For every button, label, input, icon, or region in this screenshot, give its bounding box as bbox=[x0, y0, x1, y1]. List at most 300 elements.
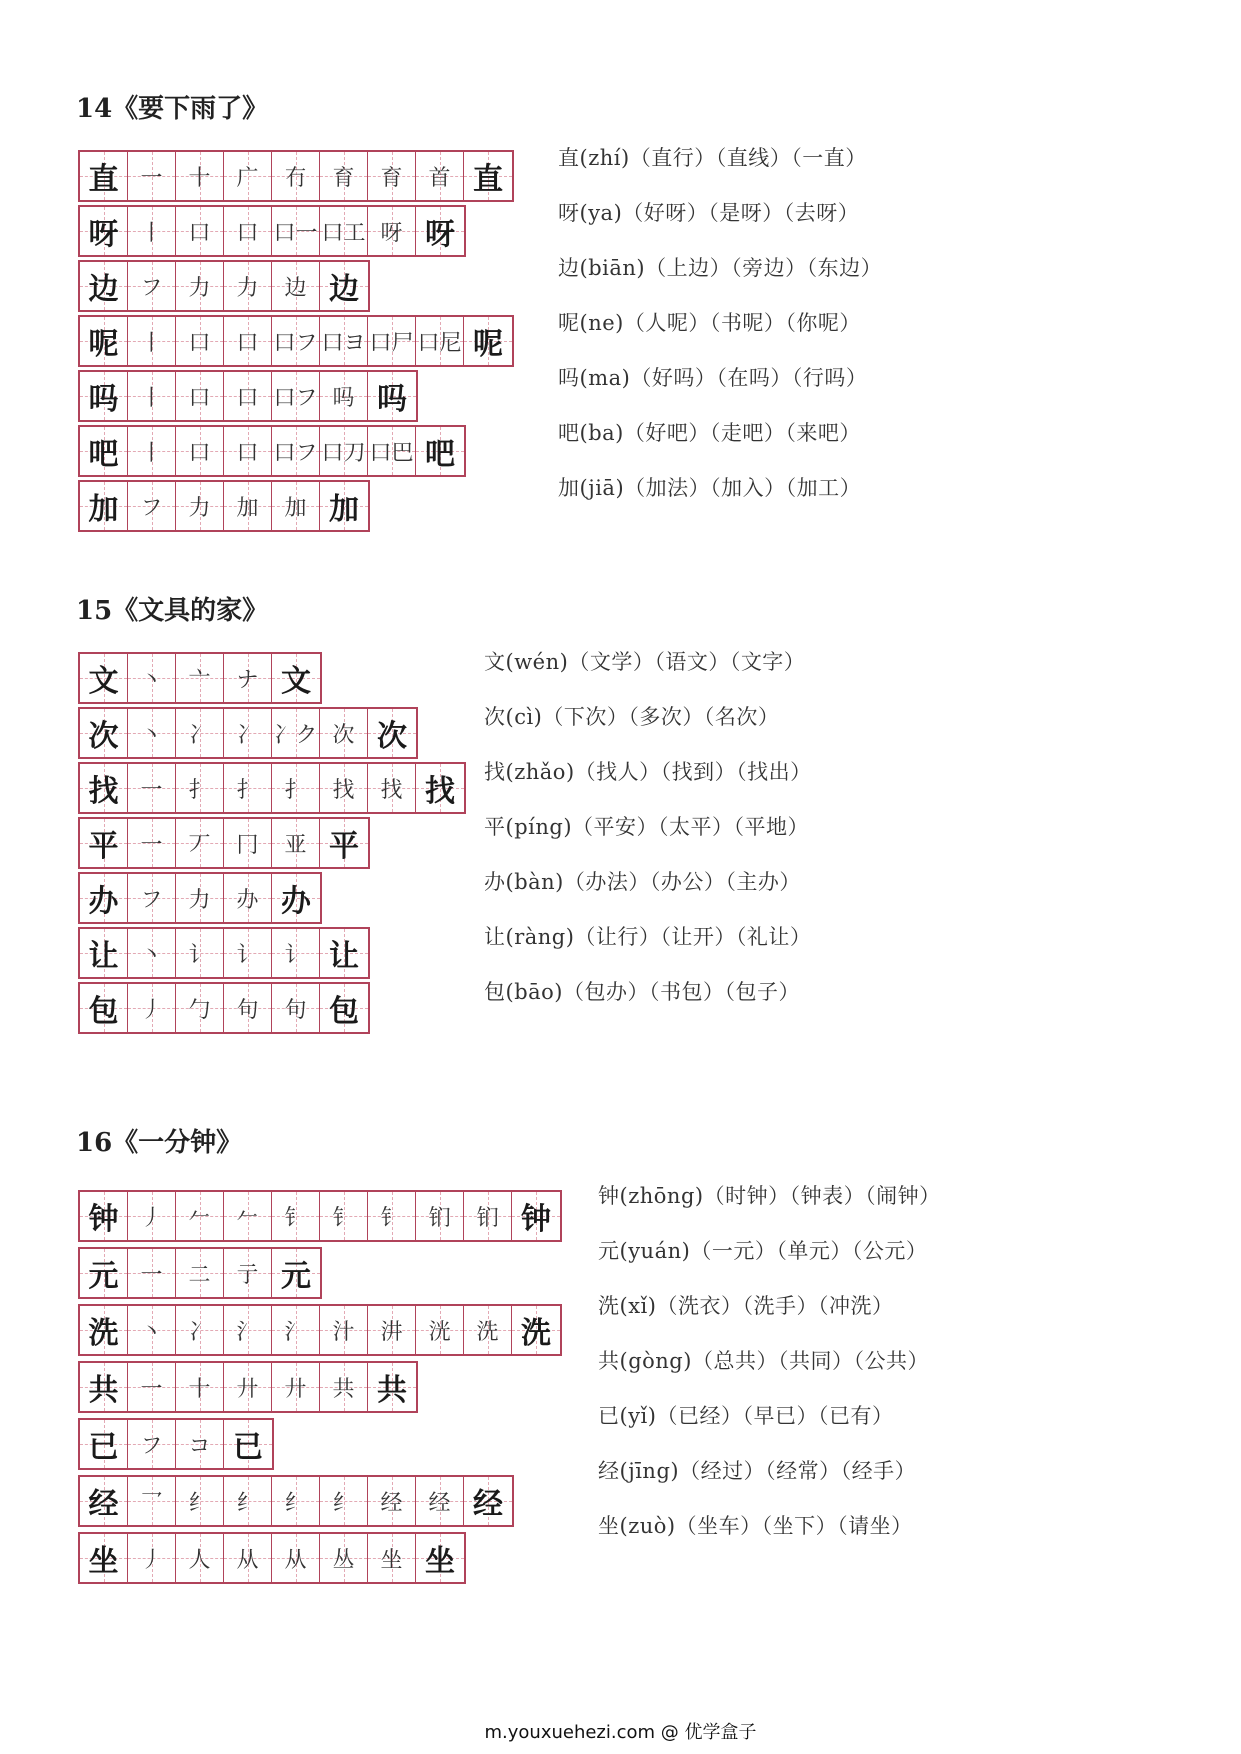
stroke-step-cell bbox=[272, 1534, 320, 1582]
stroke-step-cell bbox=[128, 1249, 176, 1297]
cell-glyph: 钟 bbox=[521, 1202, 551, 1237]
stroke-step-cell bbox=[272, 427, 320, 475]
cell-glyph: 洗 bbox=[476, 1319, 499, 1345]
stroke-step-cell bbox=[320, 764, 368, 812]
cell-glyph: 丿 bbox=[140, 1205, 163, 1231]
stroke-step-cell bbox=[272, 152, 320, 200]
stroke-step-cell bbox=[320, 152, 368, 200]
stroke-step-cell bbox=[368, 709, 416, 757]
stroke-order-row bbox=[78, 480, 370, 532]
stroke-step-cell bbox=[128, 929, 176, 977]
cell-glyph: 文 bbox=[281, 664, 311, 699]
cell-glyph: 呢 bbox=[473, 327, 503, 362]
target-character-cell bbox=[80, 819, 128, 867]
stroke-step-cell bbox=[320, 1363, 368, 1411]
cell-glyph: 讠 bbox=[236, 942, 259, 968]
stroke-step-cell bbox=[176, 427, 224, 475]
cell-glyph: 冫ク bbox=[273, 722, 318, 748]
cell-glyph: 力 bbox=[236, 275, 259, 301]
cell-glyph: 口工 bbox=[321, 220, 366, 246]
cell-glyph: 十 bbox=[188, 1376, 211, 1402]
cell-glyph: 坐 bbox=[380, 1547, 403, 1573]
cell-glyph: 口 bbox=[188, 330, 211, 356]
stroke-step-cell bbox=[128, 874, 176, 922]
cell-glyph: 力 bbox=[188, 495, 211, 521]
stroke-step-cell bbox=[368, 317, 416, 365]
stroke-step-cell bbox=[176, 1420, 224, 1468]
cell-glyph: 汫 bbox=[380, 1319, 403, 1345]
stroke-step-cell bbox=[416, 1477, 464, 1525]
stroke-order-row bbox=[78, 927, 370, 979]
stroke-step-cell bbox=[272, 1249, 320, 1297]
stroke-step-cell bbox=[128, 1306, 176, 1354]
cell-glyph: 一 bbox=[140, 832, 163, 858]
stroke-order-row bbox=[78, 425, 466, 477]
cell-glyph: 共 bbox=[88, 1373, 119, 1408]
stroke-step-cell bbox=[224, 1306, 272, 1354]
vocabulary-line: 经(jīng)（经过）（经常）（经手） bbox=[598, 1459, 917, 1483]
stroke-step-cell bbox=[128, 819, 176, 867]
stroke-step-cell bbox=[320, 427, 368, 475]
cell-glyph: 包 bbox=[329, 994, 359, 1029]
cell-glyph: 丶 bbox=[140, 667, 163, 693]
stroke-order-row bbox=[78, 982, 370, 1034]
cell-glyph: 一 bbox=[140, 1376, 163, 1402]
cell-glyph: 坐 bbox=[425, 1544, 455, 1579]
vocabulary-line: 文(wén)（文学）（语文）（文字） bbox=[484, 650, 806, 674]
cell-glyph: 丨 bbox=[140, 330, 163, 356]
cell-glyph: 丨 bbox=[140, 385, 163, 411]
cell-glyph: 次 bbox=[332, 722, 355, 748]
cell-glyph: 共 bbox=[332, 1376, 355, 1402]
stroke-order-row bbox=[78, 1190, 562, 1242]
stroke-step-cell bbox=[176, 1192, 224, 1240]
vocabulary-line: 坐(zuò)（坐车）（坐下）（请坐） bbox=[598, 1514, 913, 1538]
lesson-title: 14《要下雨了》 bbox=[76, 94, 269, 124]
cell-glyph: 办 bbox=[281, 884, 311, 919]
vocabulary-line: 呢(ne)（人呢）（书呢）（你呢） bbox=[558, 311, 861, 335]
cell-glyph: 洗 bbox=[88, 1316, 119, 1351]
stroke-step-cell bbox=[224, 152, 272, 200]
stroke-step-cell bbox=[320, 262, 368, 310]
stroke-step-cell bbox=[176, 764, 224, 812]
cell-glyph: 育 bbox=[380, 165, 403, 191]
stroke-step-cell bbox=[224, 709, 272, 757]
vocabulary-line: 吗(ma)（好吗）（在吗）（行吗） bbox=[558, 366, 868, 390]
cell-glyph: 呀 bbox=[425, 217, 455, 252]
cell-glyph: 丨 bbox=[140, 220, 163, 246]
stroke-step-cell bbox=[512, 1192, 560, 1240]
stroke-step-cell bbox=[320, 819, 368, 867]
stroke-step-cell bbox=[320, 1477, 368, 1525]
cell-glyph: 亍 bbox=[236, 1262, 259, 1288]
cell-glyph: 纟 bbox=[332, 1490, 355, 1516]
cell-glyph: 吗 bbox=[88, 382, 119, 417]
cell-glyph: 二 bbox=[188, 1262, 211, 1288]
cell-glyph: 呀 bbox=[88, 217, 119, 252]
stroke-step-cell bbox=[176, 1306, 224, 1354]
cell-glyph: 纟 bbox=[236, 1490, 259, 1516]
stroke-step-cell bbox=[320, 372, 368, 420]
vocabulary-line: 共(gòng)（总共）（共同）（公共） bbox=[598, 1349, 929, 1373]
cell-glyph: 边 bbox=[329, 272, 359, 307]
cell-glyph: フ bbox=[140, 495, 163, 521]
cell-glyph: 口フ bbox=[273, 330, 318, 356]
stroke-step-cell bbox=[224, 317, 272, 365]
stroke-step-cell bbox=[320, 929, 368, 977]
target-character-cell bbox=[80, 482, 128, 530]
lesson-title: 15《文具的家》 bbox=[76, 596, 269, 626]
stroke-step-cell bbox=[272, 372, 320, 420]
cell-glyph: 口 bbox=[236, 440, 259, 466]
stroke-step-cell bbox=[224, 1534, 272, 1582]
cell-glyph: 育 bbox=[332, 165, 355, 191]
stroke-step-cell bbox=[272, 1192, 320, 1240]
cell-glyph: 洗 bbox=[521, 1316, 551, 1351]
stroke-step-cell bbox=[176, 1534, 224, 1582]
target-character-cell bbox=[80, 262, 128, 310]
cell-glyph: 口 bbox=[188, 220, 211, 246]
target-character-cell bbox=[80, 874, 128, 922]
cell-glyph: 讠 bbox=[188, 942, 211, 968]
stroke-step-cell bbox=[272, 709, 320, 757]
stroke-step-cell bbox=[464, 317, 512, 365]
cell-glyph: 钔 bbox=[476, 1205, 499, 1231]
vocabulary-line: 办(bàn)（办法）（办公）（主办） bbox=[484, 870, 801, 894]
stroke-step-cell bbox=[176, 819, 224, 867]
vocabulary-line: 洗(xǐ)（洗衣）（洗手）（冲洗） bbox=[598, 1294, 894, 1318]
cell-glyph: 元 bbox=[281, 1259, 311, 1294]
stroke-step-cell bbox=[176, 152, 224, 200]
cell-glyph: 冫 bbox=[188, 1319, 211, 1345]
cell-glyph: 找 bbox=[425, 774, 455, 809]
stroke-step-cell bbox=[128, 482, 176, 530]
cell-glyph: 丶 bbox=[140, 1319, 163, 1345]
target-character-cell bbox=[80, 1477, 128, 1525]
stroke-step-cell bbox=[128, 207, 176, 255]
stroke-step-cell bbox=[176, 207, 224, 255]
stroke-step-cell bbox=[224, 372, 272, 420]
cell-glyph: コ bbox=[188, 1433, 211, 1459]
stroke-step-cell bbox=[272, 874, 320, 922]
stroke-order-row bbox=[78, 150, 514, 202]
footer-watermark: m.youxuehezi.com @ 优学盒子 bbox=[484, 1722, 757, 1743]
cell-glyph: 冫 bbox=[236, 722, 259, 748]
stroke-order-row bbox=[78, 315, 514, 367]
stroke-step-cell bbox=[224, 262, 272, 310]
cell-glyph: 直 bbox=[473, 162, 503, 197]
stroke-step-cell bbox=[368, 1192, 416, 1240]
vocabulary-line: 让(ràng)（让行）（让开）（礼让） bbox=[484, 925, 812, 949]
cell-glyph: 吗 bbox=[377, 382, 407, 417]
cell-glyph: 洸 bbox=[428, 1319, 451, 1345]
cell-glyph: フ bbox=[140, 887, 163, 913]
stroke-step-cell bbox=[416, 1192, 464, 1240]
cell-glyph: 办 bbox=[88, 884, 119, 919]
stroke-step-cell bbox=[176, 929, 224, 977]
cell-glyph: 口尸 bbox=[369, 330, 414, 356]
stroke-step-cell bbox=[368, 207, 416, 255]
cell-glyph: 包 bbox=[88, 994, 119, 1029]
stroke-step-cell bbox=[224, 984, 272, 1032]
stroke-step-cell bbox=[416, 764, 464, 812]
stroke-step-cell bbox=[272, 819, 320, 867]
stroke-step-cell bbox=[128, 654, 176, 702]
cell-glyph: 丿 bbox=[140, 1547, 163, 1573]
stroke-order-row bbox=[78, 1418, 274, 1470]
stroke-step-cell bbox=[224, 427, 272, 475]
stroke-step-cell bbox=[368, 1534, 416, 1582]
target-character-cell bbox=[80, 372, 128, 420]
stroke-step-cell bbox=[320, 1534, 368, 1582]
cell-glyph: 平 bbox=[88, 829, 119, 864]
cell-glyph: 加 bbox=[236, 495, 259, 521]
cell-glyph: 让 bbox=[329, 939, 359, 974]
stroke-order-row bbox=[78, 762, 466, 814]
stroke-step-cell bbox=[224, 1192, 272, 1240]
cell-glyph: 找 bbox=[88, 774, 119, 809]
cell-glyph: 丛 bbox=[332, 1547, 355, 1573]
cell-glyph: 口 bbox=[236, 385, 259, 411]
target-character-cell bbox=[80, 1420, 128, 1468]
vocabulary-line: 呀(ya)（好呀）（是呀）（去呀） bbox=[558, 201, 860, 225]
stroke-step-cell bbox=[272, 1363, 320, 1411]
target-character-cell bbox=[80, 654, 128, 702]
target-character-cell bbox=[80, 1363, 128, 1411]
stroke-step-cell bbox=[224, 1363, 272, 1411]
cell-glyph: 找 bbox=[380, 777, 403, 803]
cell-glyph: 口 bbox=[188, 440, 211, 466]
cell-glyph: 经 bbox=[88, 1487, 119, 1522]
stroke-step-cell bbox=[368, 764, 416, 812]
stroke-step-cell bbox=[416, 317, 464, 365]
cell-glyph: 丿 bbox=[140, 997, 163, 1023]
stroke-step-cell bbox=[464, 152, 512, 200]
stroke-step-cell bbox=[128, 709, 176, 757]
stroke-step-cell bbox=[224, 764, 272, 812]
cell-glyph: 加 bbox=[329, 492, 359, 527]
vocabulary-line: 平(píng)（平安）（太平）（平地） bbox=[484, 815, 810, 839]
cell-glyph: 丶 bbox=[140, 942, 163, 968]
stroke-step-cell bbox=[128, 764, 176, 812]
cell-glyph: 经 bbox=[428, 1490, 451, 1516]
cell-glyph: 钅 bbox=[380, 1205, 403, 1231]
cell-glyph: 氵 bbox=[284, 1319, 307, 1345]
stroke-step-cell bbox=[368, 1306, 416, 1354]
cell-glyph: 十 bbox=[188, 165, 211, 191]
cell-glyph: 吧 bbox=[425, 437, 455, 472]
stroke-order-row bbox=[78, 1361, 418, 1413]
stroke-step-cell bbox=[176, 654, 224, 702]
stroke-step-cell bbox=[464, 1192, 512, 1240]
stroke-step-cell bbox=[272, 317, 320, 365]
stroke-step-cell bbox=[224, 929, 272, 977]
stroke-step-cell bbox=[464, 1477, 512, 1525]
cell-glyph: 吗 bbox=[332, 385, 355, 411]
cell-glyph: 一 bbox=[140, 165, 163, 191]
cell-glyph: 𠂉 bbox=[236, 1205, 259, 1231]
stroke-step-cell bbox=[320, 317, 368, 365]
stroke-order-row bbox=[78, 1532, 466, 1584]
stroke-order-row bbox=[78, 652, 322, 704]
stroke-step-cell bbox=[464, 1306, 512, 1354]
stroke-step-cell bbox=[272, 929, 320, 977]
stroke-step-cell bbox=[176, 262, 224, 310]
stroke-step-cell bbox=[128, 317, 176, 365]
cell-glyph: 口刀 bbox=[321, 440, 366, 466]
cell-glyph: 亚 bbox=[284, 832, 307, 858]
stroke-step-cell bbox=[224, 874, 272, 922]
cell-glyph: 元 bbox=[88, 1259, 119, 1294]
stroke-step-cell bbox=[272, 654, 320, 702]
stroke-order-row bbox=[78, 872, 322, 924]
stroke-step-cell bbox=[368, 1363, 416, 1411]
stroke-step-cell bbox=[128, 1192, 176, 1240]
stroke-step-cell bbox=[224, 819, 272, 867]
cell-glyph: 口巴 bbox=[369, 440, 414, 466]
cell-glyph: 让 bbox=[88, 939, 119, 974]
stroke-order-row bbox=[78, 205, 466, 257]
cell-glyph: 勹 bbox=[188, 997, 211, 1023]
stroke-step-cell bbox=[176, 317, 224, 365]
stroke-step-cell bbox=[224, 207, 272, 255]
cell-glyph: 氵 bbox=[236, 1319, 259, 1345]
cell-glyph: 汁 bbox=[332, 1319, 355, 1345]
cell-glyph: 丨 bbox=[140, 440, 163, 466]
stroke-step-cell bbox=[176, 482, 224, 530]
stroke-step-cell bbox=[272, 482, 320, 530]
stroke-step-cell bbox=[320, 482, 368, 530]
cell-glyph: フ bbox=[140, 1433, 163, 1459]
cell-glyph: 一 bbox=[140, 1262, 163, 1288]
stroke-step-cell bbox=[272, 984, 320, 1032]
cell-glyph: 廾 bbox=[236, 1376, 259, 1402]
cell-glyph: 直 bbox=[88, 162, 119, 197]
target-character-cell bbox=[80, 1534, 128, 1582]
cell-glyph: 口ヨ bbox=[321, 330, 366, 356]
stroke-step-cell bbox=[176, 1363, 224, 1411]
cell-glyph: 经 bbox=[380, 1490, 403, 1516]
cell-glyph: 力 bbox=[188, 275, 211, 301]
target-character-cell bbox=[80, 317, 128, 365]
stroke-step-cell bbox=[176, 984, 224, 1032]
cell-glyph: 一 bbox=[140, 777, 163, 803]
target-character-cell bbox=[80, 984, 128, 1032]
target-character-cell bbox=[80, 764, 128, 812]
stroke-step-cell bbox=[128, 1363, 176, 1411]
lesson-title: 16《一分钟》 bbox=[76, 1128, 243, 1158]
stroke-step-cell bbox=[320, 1306, 368, 1354]
stroke-order-row bbox=[78, 1304, 562, 1356]
cell-glyph: 钟 bbox=[88, 1202, 119, 1237]
stroke-step-cell bbox=[272, 207, 320, 255]
cell-glyph: 首 bbox=[428, 165, 451, 191]
cell-glyph: 钔 bbox=[428, 1205, 451, 1231]
cell-glyph: 次 bbox=[88, 719, 119, 754]
cell-glyph: 钅 bbox=[284, 1205, 307, 1231]
stroke-step-cell bbox=[368, 1477, 416, 1525]
stroke-step-cell bbox=[320, 984, 368, 1032]
target-character-cell bbox=[80, 427, 128, 475]
target-character-cell bbox=[80, 1192, 128, 1240]
stroke-step-cell bbox=[128, 262, 176, 310]
cell-glyph: 扌 bbox=[236, 777, 259, 803]
cell-glyph: 经 bbox=[473, 1487, 503, 1522]
stroke-step-cell bbox=[272, 262, 320, 310]
target-character-cell bbox=[80, 207, 128, 255]
cell-glyph: 次 bbox=[377, 719, 407, 754]
cell-glyph: 丶 bbox=[140, 722, 163, 748]
stroke-order-row bbox=[78, 370, 418, 422]
stroke-step-cell bbox=[224, 654, 272, 702]
stroke-step-cell bbox=[176, 372, 224, 420]
stroke-step-cell bbox=[320, 207, 368, 255]
stroke-order-row bbox=[78, 817, 370, 869]
stroke-step-cell bbox=[224, 482, 272, 530]
vocabulary-line: 次(cì)（下次）（多次）（名次） bbox=[484, 705, 780, 729]
vocabulary-line: 直(zhí)（直行）（直线）（一直） bbox=[558, 146, 867, 170]
cell-glyph: 边 bbox=[284, 275, 307, 301]
stroke-order-row bbox=[78, 260, 370, 312]
stroke-step-cell bbox=[272, 764, 320, 812]
stroke-step-cell bbox=[176, 709, 224, 757]
stroke-step-cell bbox=[416, 1306, 464, 1354]
cell-glyph: 句 bbox=[284, 997, 307, 1023]
cell-glyph: 讠 bbox=[284, 942, 307, 968]
cell-glyph: 已 bbox=[88, 1430, 119, 1465]
cell-glyph: 口一 bbox=[273, 220, 318, 246]
stroke-step-cell bbox=[368, 372, 416, 420]
stroke-order-row bbox=[78, 707, 418, 759]
cell-glyph: 钅 bbox=[332, 1205, 355, 1231]
cell-glyph: 平 bbox=[329, 829, 359, 864]
stroke-step-cell bbox=[416, 152, 464, 200]
stroke-order-row bbox=[78, 1475, 514, 1527]
cell-glyph: 人 bbox=[188, 1547, 211, 1573]
cell-glyph: 口フ bbox=[273, 440, 318, 466]
stroke-step-cell bbox=[224, 1477, 272, 1525]
cell-glyph: 廾 bbox=[284, 1376, 307, 1402]
stroke-step-cell bbox=[128, 984, 176, 1032]
vocabulary-line: 吧(ba)（好吧）（走吧）（来吧） bbox=[558, 421, 861, 445]
cell-glyph: ナ bbox=[236, 667, 259, 693]
vocabulary-line: 包(bāo)（包办）（书包）（包子） bbox=[484, 980, 800, 1004]
cell-glyph: 乛 bbox=[140, 1490, 163, 1516]
stroke-step-cell bbox=[128, 1420, 176, 1468]
cell-glyph: 力 bbox=[188, 887, 211, 913]
vocabulary-line: 已(yǐ)（已经）（早已）（已有） bbox=[598, 1404, 894, 1428]
cell-glyph: 吧 bbox=[88, 437, 119, 472]
cell-glyph: 口フ bbox=[273, 385, 318, 411]
target-character-cell bbox=[80, 929, 128, 977]
target-character-cell bbox=[80, 152, 128, 200]
cell-glyph: 句 bbox=[236, 997, 259, 1023]
cell-glyph: 亠 bbox=[188, 667, 211, 693]
stroke-step-cell bbox=[128, 1534, 176, 1582]
stroke-step-cell bbox=[368, 152, 416, 200]
stroke-step-cell bbox=[176, 1249, 224, 1297]
stroke-step-cell bbox=[320, 1192, 368, 1240]
stroke-step-cell bbox=[224, 1420, 272, 1468]
cell-glyph: 口 bbox=[236, 220, 259, 246]
stroke-step-cell bbox=[224, 1249, 272, 1297]
target-character-cell bbox=[80, 1249, 128, 1297]
cell-glyph: 文 bbox=[88, 664, 119, 699]
cell-glyph: 纟 bbox=[188, 1490, 211, 1516]
stroke-order-row bbox=[78, 1247, 322, 1299]
vocabulary-line: 边(biān)（上边）（旁边）（东边） bbox=[558, 256, 883, 280]
cell-glyph: 冇 bbox=[284, 165, 307, 191]
